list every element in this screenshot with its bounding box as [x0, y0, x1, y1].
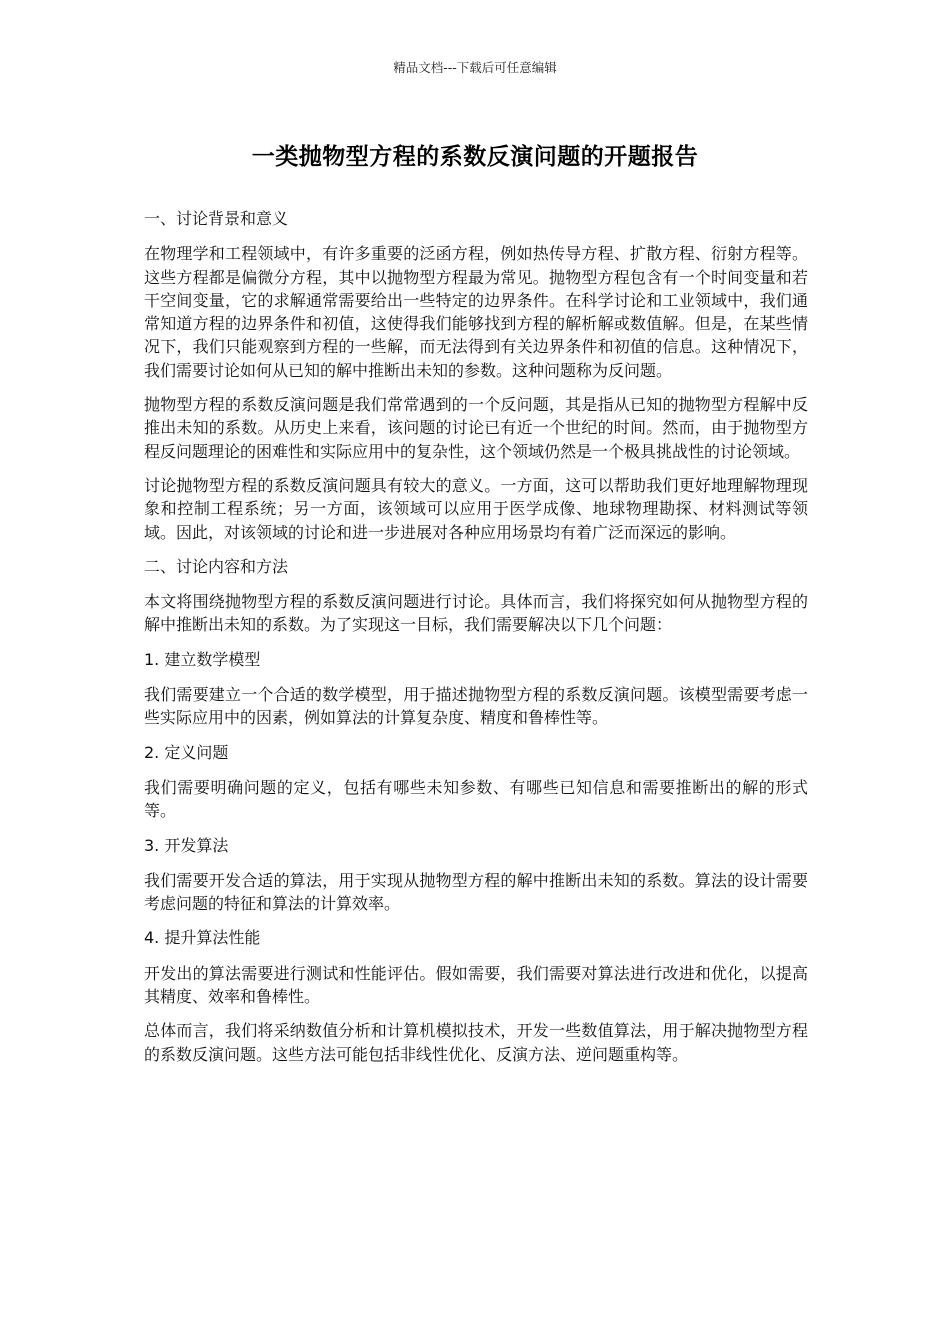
document-title: 一类抛物型方程的系数反演问题的开题报告 — [251, 144, 699, 170]
subsection-heading: 1. 建立数学模型 — [144, 649, 261, 669]
body-paragraph: 在物理学和工程领域中，有许多重要的泛函方程，例如热传导方程、扩散方程、衍射方程等。这些方程都是偏微分方程，其中以抛物型方程最为常见。抛物型方程包含有一个时间变量和若干空间变量，它的求解通常需要给出一些特定的边界条件。在科学讨论和工业领域中，我们通常知道方程的边界条件和初值，这使得我们能够找到方程的解析解或数值解。但是，在某些情况下，我们只能观察到方程的一些解，而无法得到有关边界条件和初值的信息。这种情况下，我们需要讨论如何从已知的解中推断出未知的参数。这种问题称为反问题。 — [144, 244, 808, 380]
body-paragraph: 总体而言，我们将采纳数值分析和计算机模拟技术，开发一些数值算法，用于解决抛物型方程的系数反演问题。这些方法可能包括非线性优化、反演方法、逆问题重构等。 — [144, 1021, 808, 1064]
subsection-heading: 4. 提升算法性能 — [144, 928, 261, 948]
section-heading: 一、讨论背景和意义 — [144, 209, 289, 228]
subsection-heading: 2. 定义问题 — [144, 742, 229, 762]
body-paragraph: 开发出的算法需要进行测试和性能评估。假如需要，我们需要对算法进行改进和优化，以提高其精度、效率和鲁棒性。 — [144, 963, 808, 1007]
body-paragraph: 我们需要开发合适的算法，用于实现从抛物型方程的解中推断出未知的系数。算法的设计需要考虑问题的特征和算法的计算效率。 — [144, 870, 808, 914]
body-paragraph: 抛物型方程的系数反演问题是我们常常遇到的一个反问题，其是指从已知的抛物型方程解中反推出未知的系数。从历史上来看，该问题的讨论已有近一个世纪的时间。然而，由于抛物型方程反问题理论的困难性和实际应用中的复杂性，这个领域仍然是一个极具挑战性的讨论领域。 — [144, 395, 808, 461]
page-header: 精品文档---下载后可任意编辑 — [393, 60, 557, 75]
body-paragraph: 我们需要建立一个合适的数学模型，用于描述抛物型方程的系数反演问题。该模型需要考虑一些实际应用中的因素，例如算法的计算复杂度、精度和鲁棒性等。 — [144, 685, 808, 728]
section-heading: 二、讨论内容和方法 — [144, 556, 289, 576]
body-paragraph: 我们需要明确问题的定义，包括有哪些未知参数、有哪些已知信息和需要推断出的解的形式等。 — [144, 777, 808, 821]
document-body — [144, 207, 808, 1077]
subsection-heading: 3. 开发算法 — [144, 835, 229, 855]
body-paragraph: 讨论抛物型方程的系数反演问题具有较大的意义。一方面，这可以帮助我们更好地理解物理现象和控制工程系统；另一方面，该领域可以应用于医学成像、地球物理勘探、材料测试等领域。因此，对该领域的讨论和进一步进展对各种应用场景均有着广泛而深远的影响。 — [144, 475, 808, 542]
body-paragraph: 本文将围绕抛物型方程的系数反演问题进行讨论。具体而言，我们将探究如何从抛物型方程的解中推断出未知的系数。为了实现这一目标，我们需要解决以下几个问题： — [144, 592, 808, 635]
